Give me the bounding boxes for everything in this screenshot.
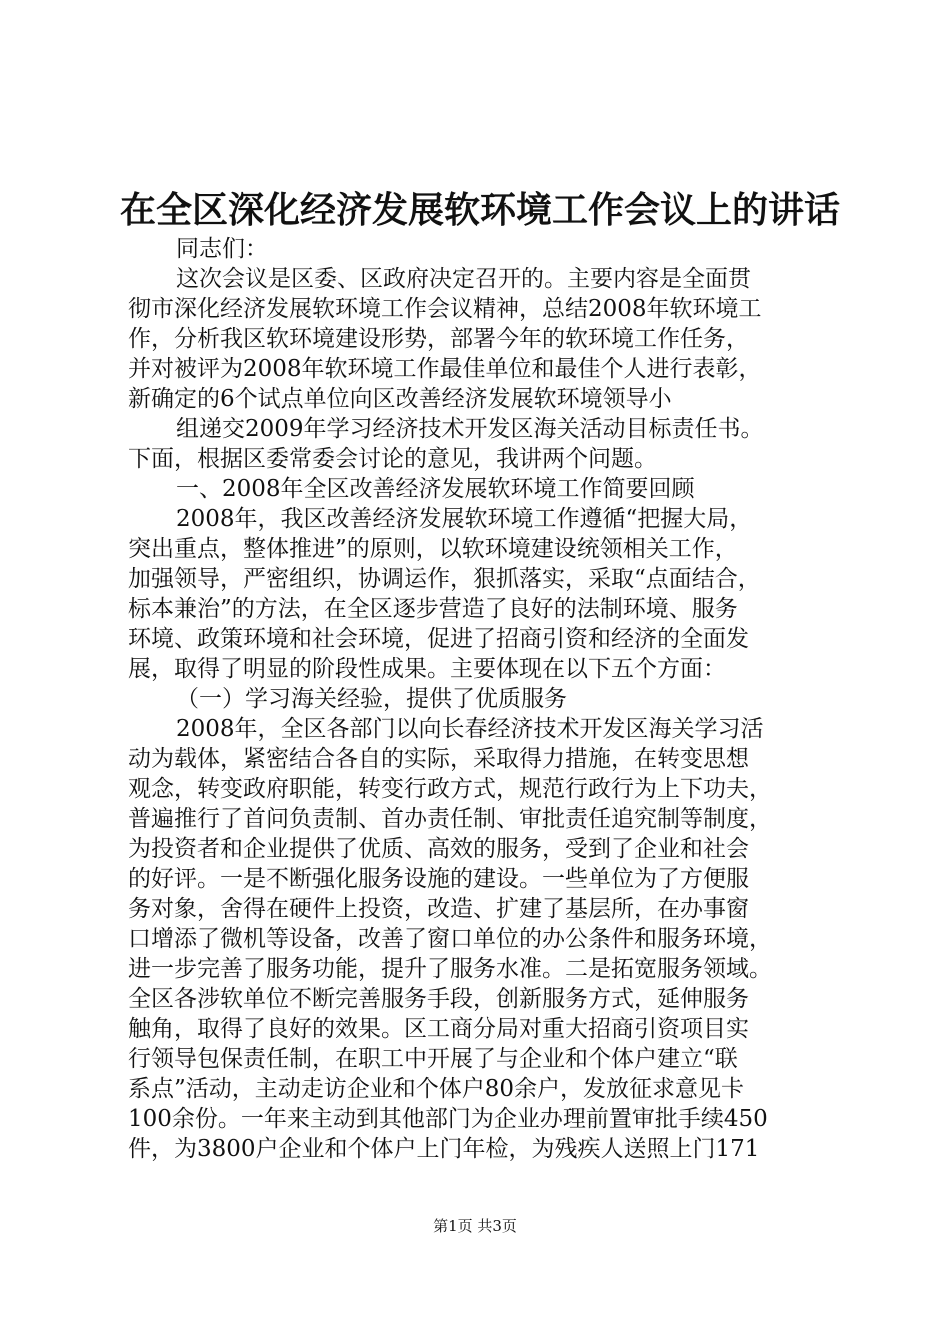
- paragraph-line: 普遍推行了首问负责制、首办责任制、审批责任追究制等制度，: [128, 806, 772, 832]
- paragraph-line: 彻市深化经济发展软环境工作会议精神，总结2008年软环境工: [128, 296, 762, 322]
- paragraph-line: 为投资者和企业提供了优质、高效的服务，受到了企业和社会: [128, 836, 749, 862]
- paragraph-line: 突出重点，整体推进”的原则，以软环境建设统领相关工作，: [128, 536, 738, 562]
- paragraph-line: 新确定的6个试点单位向区改善经济发展软环境领导小: [128, 386, 672, 412]
- subsection-heading: （一）学习海关经验，提供了优质服务: [176, 686, 567, 712]
- paragraph-line: 口增添了微机等设备，改善了窗口单位的办公条件和服务环境，: [128, 926, 772, 952]
- paragraph-line: 动为载体，紧密结合各自的实际，采取得力措施，在转变思想: [128, 746, 749, 772]
- paragraph-line: 的好评。一是不断强化服务设施的建设。一些单位为了方便服: [128, 866, 749, 892]
- paragraph-line: 2008年，我区改善经济发展软环境工作遵循“把握大局，: [176, 506, 753, 532]
- paragraph-line: 加强领导，严密组织，协调运作，狠抓落实，采取“点面结合，: [128, 566, 761, 592]
- paragraph-line: 100余份。一年来主动到其他部门为企业办理前置审批手续450: [128, 1106, 768, 1132]
- paragraph-line: 件，为3800户企业和个体户上门年检，为残疾人送照上门171: [128, 1136, 760, 1162]
- paragraph-line: 系点”活动，主动走访企业和个体户80余户，发放征求意见卡: [128, 1076, 745, 1102]
- paragraph-line: 行领导包保责任制，在职工中开展了与企业和个体户建立“联: [128, 1046, 738, 1072]
- document-body: [128, 234, 838, 1164]
- paragraph-line: 标本兼治”的方法，在全区逐步营造了良好的法制环境、服务: [128, 596, 738, 622]
- paragraph-line: 下面，根据区委常委会讨论的意见，我讲两个问题。: [128, 446, 657, 472]
- paragraph-line: 进一步完善了服务功能，提升了服务水准。二是拓宽服务领域。: [128, 956, 772, 982]
- paragraph-line: 触角，取得了良好的效果。区工商分局对重大招商引资项目实: [128, 1016, 749, 1042]
- paragraph-line: 全区各涉软单位不断完善服务手段，创新服务方式，延伸服务: [128, 986, 749, 1012]
- paragraph-line: 2008年，全区各部门以向长春经济技术开发区海关学习活: [176, 716, 764, 742]
- paragraph-line: 组递交2009年学习经济技术开发区海关活动目标责任书。: [176, 416, 764, 442]
- paragraph-line: 这次会议是区委、区政府决定召开的。主要内容是全面贯: [176, 266, 751, 292]
- paragraph-line: 并对被评为2008年软环境工作最佳单位和最佳个人进行表彰，: [128, 356, 762, 382]
- paragraph-line: 作，分析我区软环境建设形势，部署今年的软环境工作任务，: [128, 326, 749, 352]
- page-footer: 第1页 共3页: [433, 1217, 517, 1235]
- paragraph-line: 务对象，舍得在硬件上投资，改造、扩建了基层所，在办事窗: [128, 896, 749, 922]
- document-title: 在全区深化经济发展软环境工作会议上的讲话: [120, 189, 841, 231]
- paragraph-line: 展，取得了明显的阶段性成果。主要体现在以下五个方面：: [128, 656, 726, 682]
- paragraph-line: 观念，转变政府职能，转变行政方式，规范行政行为上下功夫，: [128, 776, 772, 802]
- paragraph-line: 环境、政策环境和社会环境，促进了招商引资和经济的全面发: [128, 626, 749, 652]
- paragraph-line: 同志们：: [176, 236, 268, 262]
- section-heading: 一、2008年全区改善经济发展软环境工作简要回顾: [176, 476, 695, 502]
